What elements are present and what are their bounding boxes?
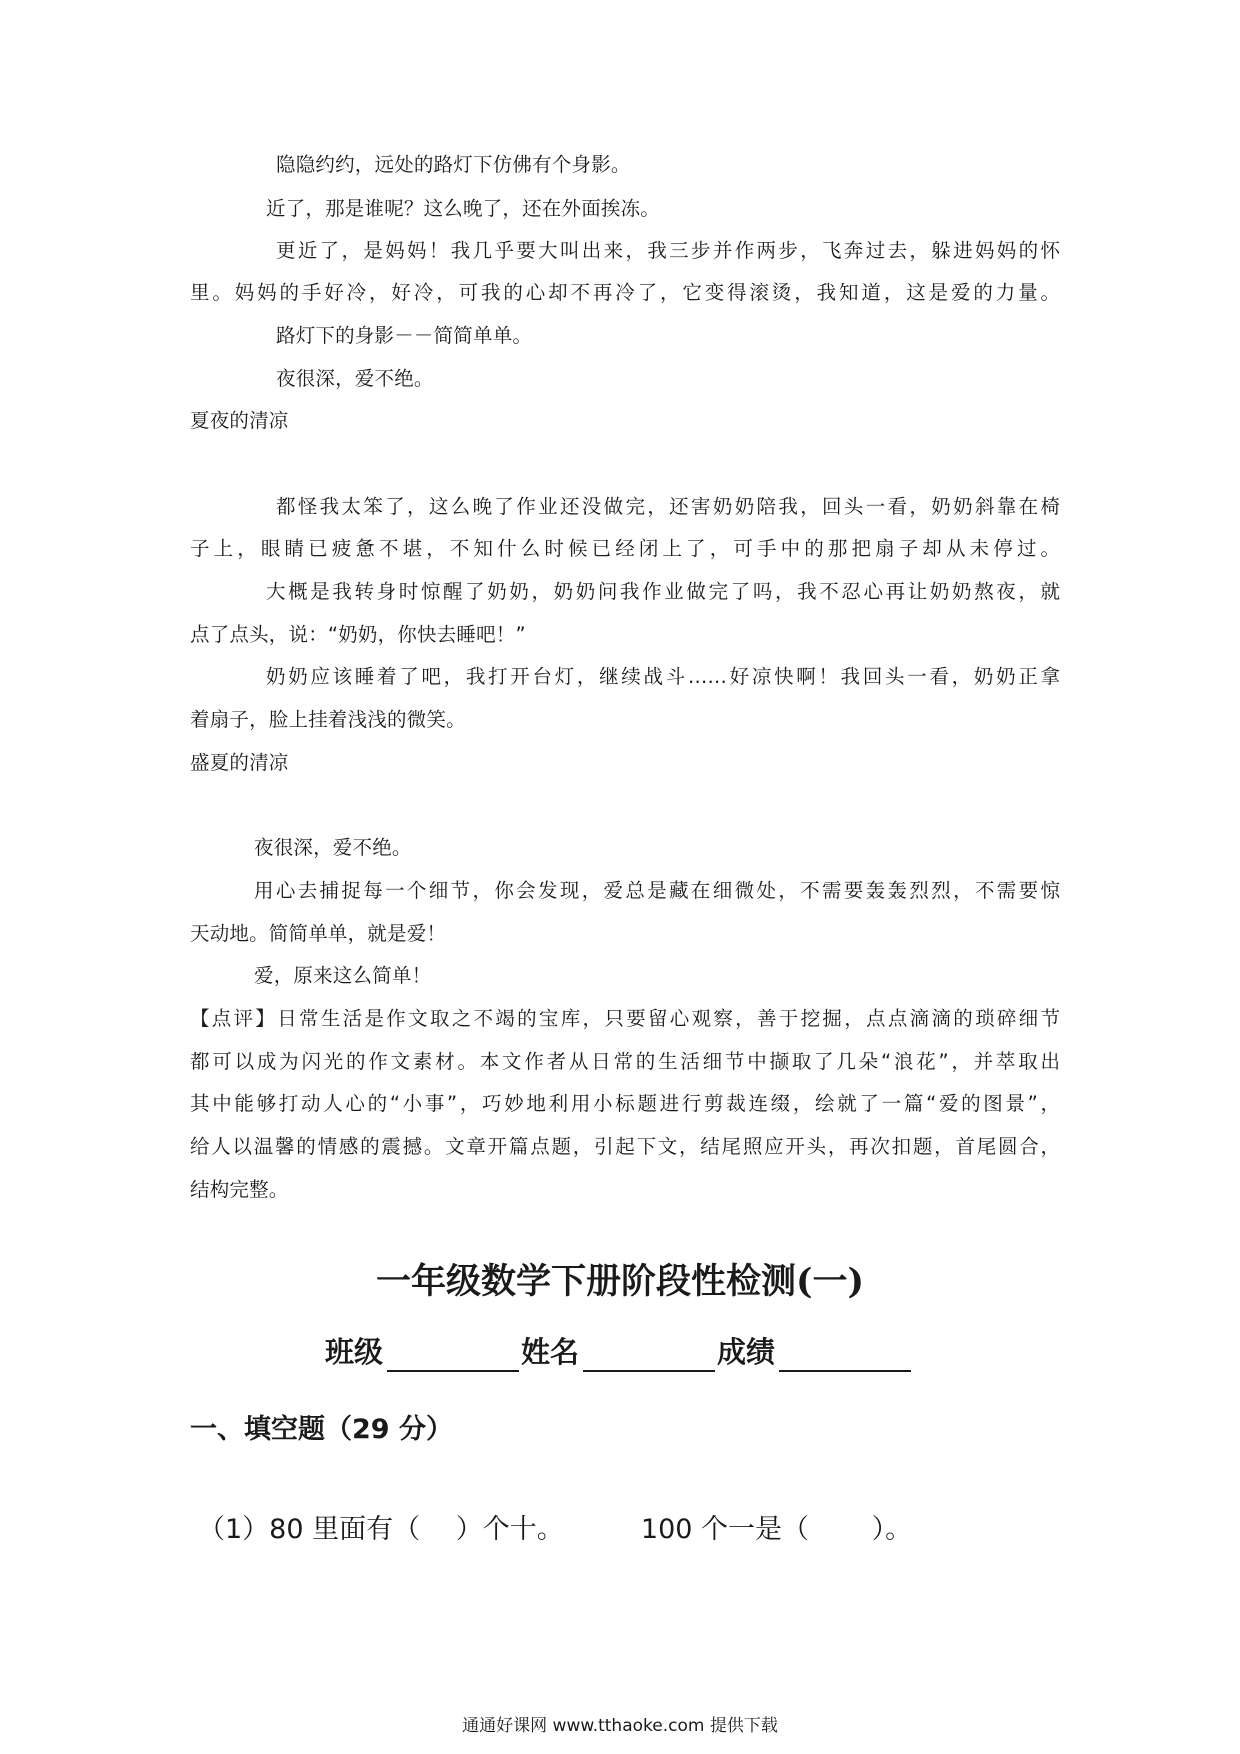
name-blank[interactable] [583, 1340, 715, 1372]
paragraph-line: 用心去捕捉每一个细节，你会发现，爱总是藏在细微处，不需要轰轰烈烈，不需要惊 [254, 879, 1060, 902]
paragraph-line: 天动地。简简单单，就是爱！ [190, 922, 447, 945]
subheading: 盛夏的清凉 [190, 751, 289, 774]
paragraph-line: 里。妈妈的手好冷，好冷，可我的心却不再冷了，它变得滚烫，我知道，这是爱的力量。 [190, 281, 1060, 304]
question-1 [198, 1512, 912, 1548]
paragraph-line: 夜很深，爱不绝。 [276, 367, 434, 390]
paragraph-line: 近了，那是谁呢？这么晚了，还在外面挨冻。 [266, 197, 661, 220]
student-info-row [325, 1332, 913, 1372]
question-1-part-1: （1）80 里面有（ ）个十。 [198, 1514, 564, 1545]
paragraph-line: 爱，原来这么简单！ [254, 964, 432, 987]
comment-line: 结构完整。 [190, 1178, 289, 1201]
exam-title: 一年级数学下册阶段性检测(一) [375, 1261, 865, 1302]
paragraph-line: 夜很深，爱不绝。 [254, 836, 412, 859]
paragraph-line: 路灯下的身影－－简简单单。 [276, 324, 533, 347]
paragraph-line: 大概是我转身时惊醒了奶奶，奶奶问我作业做完了吗，我不忍心再让奶奶熬夜，就 [266, 580, 1060, 603]
score-blank[interactable] [779, 1340, 911, 1372]
question-1-part-2: 100 个一是（ ）。 [640, 1514, 913, 1545]
comment-line: 【点评】日常生活是作文取之不竭的宝库，只要留心观察，善于挖掘，点点滴滴的琐碎细节 [190, 1007, 1060, 1030]
class-label: 班级 [325, 1335, 384, 1369]
section-heading: 一、填空题（29 分） [190, 1414, 453, 1445]
paragraph-line: 着扇子，脸上挂着浅浅的微笑。 [190, 708, 466, 731]
footer-credit: 通通好课网 www.tthaoke.com 提供下载 [462, 1716, 778, 1736]
paragraph-line: 点了点头，说：“奶奶，你快去睡吧！” [190, 623, 526, 646]
comment-line: 都可以成为闪光的作文素材。本文作者从日常的生活细节中撷取了几朵“浪花”，并萃取出 [190, 1050, 1060, 1073]
comment-line: 其中能够打动人心的“小事”，巧妙地利用小标题进行剪裁连缀，绘就了一篇“爱的图景”， [190, 1092, 1060, 1115]
score-label: 成绩 [717, 1335, 776, 1369]
paragraph-line: 奶奶应该睡着了吧，我打开台灯，继续战斗……好凉快啊！我回头一看，奶奶正拿 [266, 665, 1060, 688]
paragraph-line: 子上，眼睛已疲惫不堪，不知什么时候已经闭上了，可手中的那把扇子却从未停过。 [190, 537, 1060, 560]
paragraph-line: 都怪我太笨了，这么晚了作业还没做完，还害奶奶陪我，回头一看，奶奶斜靠在椅 [276, 495, 1060, 518]
name-label: 姓名 [521, 1335, 580, 1369]
paragraph-line: 更近了，是妈妈！我几乎要大叫出来，我三步并作两步，飞奔过去，躲进妈妈的怀 [276, 239, 1060, 262]
class-blank[interactable] [387, 1340, 519, 1372]
comment-line: 给人以温馨的情感的震撼。文章开篇点题，引起下文，结尾照应开头，再次扣题，首尾圆合， [190, 1135, 1060, 1158]
paragraph-line: 隐隐约约，远处的路灯下仿佛有个身影。 [276, 153, 631, 176]
subheading: 夏夜的清凉 [190, 409, 289, 432]
